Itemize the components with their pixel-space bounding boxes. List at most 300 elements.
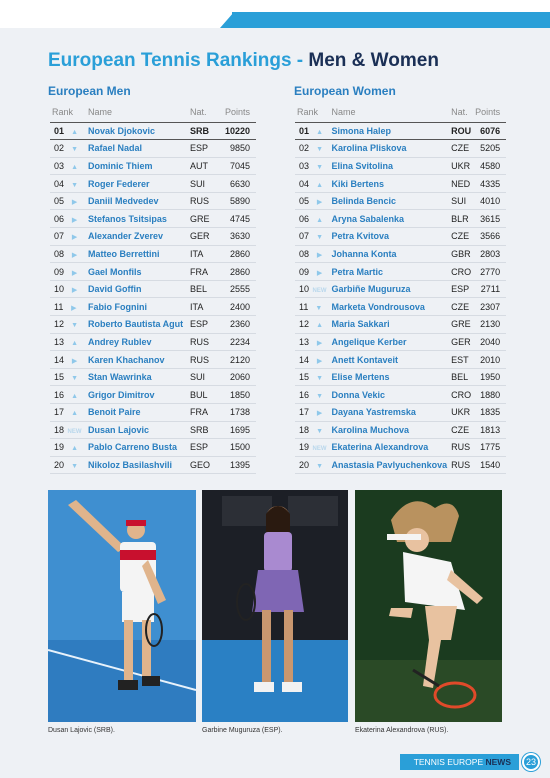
move-same-icon: ▶ xyxy=(71,304,77,312)
rank-value: 11 xyxy=(299,301,309,312)
nationality: GRE xyxy=(188,210,218,228)
nationality: ESP xyxy=(188,316,218,334)
rank-value: 09 xyxy=(299,266,310,277)
rank-cell xyxy=(50,298,86,316)
rank-value: 06 xyxy=(54,213,65,224)
women-table-row xyxy=(295,263,506,281)
nationality: EST xyxy=(449,351,473,369)
player-name: Kiki Bertens xyxy=(330,175,450,193)
move-up-icon: ▲ xyxy=(71,445,78,453)
men-heading: European Men xyxy=(48,84,131,98)
rank-cell xyxy=(295,122,330,140)
player-name: Dayana Yastremska xyxy=(330,404,450,422)
move-up-icon: ▲ xyxy=(71,339,78,347)
rank-value: 08 xyxy=(299,248,310,259)
rank-cell xyxy=(295,228,330,246)
women-table-row xyxy=(295,298,506,316)
women-table-row xyxy=(295,228,506,246)
rank-value: 08 xyxy=(54,248,65,259)
rank-value: 09 xyxy=(54,266,65,277)
player-name: Anett Kontaveit xyxy=(330,351,450,369)
nationality: SUI xyxy=(188,175,218,193)
points-value: 2234 xyxy=(218,333,256,351)
women-table-row xyxy=(295,351,506,369)
rank-value: 14 xyxy=(299,354,310,365)
rank-value: 04 xyxy=(299,178,310,189)
player-name: Anastasia Pavlyuchenkova xyxy=(330,456,450,474)
player-name: Belinda Bencic xyxy=(330,192,450,210)
nationality: ESP xyxy=(449,280,473,298)
move-same-icon: ▶ xyxy=(316,357,323,365)
nationality: FRA xyxy=(188,404,218,422)
nationality: RUS xyxy=(188,333,218,351)
move-up-icon: ▲ xyxy=(316,216,323,224)
points-value: 2060 xyxy=(218,368,256,386)
rank-value: 19 xyxy=(299,442,310,453)
move-down-icon: ▼ xyxy=(71,463,78,471)
nationality: RUS xyxy=(449,456,473,474)
rank-value: 07 xyxy=(54,231,65,242)
move-same-icon: ▶ xyxy=(316,410,323,418)
player-name: Alexander Zverev xyxy=(86,228,188,246)
move-down-icon: ▼ xyxy=(316,427,323,435)
rank-cell xyxy=(295,245,330,263)
women-table-row xyxy=(295,386,506,404)
rank-header: Rank xyxy=(295,102,330,122)
nationality: BEL xyxy=(188,280,218,298)
nationality: ESP xyxy=(188,140,218,158)
points-value: 2360 xyxy=(218,316,256,334)
rank-cell xyxy=(295,386,330,404)
move-up-icon: ▲ xyxy=(316,322,323,330)
points-value: 2803 xyxy=(473,245,506,263)
player-name: Pablo Carreno Busta xyxy=(86,439,188,457)
rank-value: 10 xyxy=(54,284,65,295)
nationality: FRA xyxy=(188,263,218,281)
nationality: AUT xyxy=(188,157,218,175)
player-name: Stefanos Tsitsipas xyxy=(86,210,188,228)
nationality: SRB xyxy=(188,122,218,140)
player-name: Elise Mertens xyxy=(330,368,450,386)
men-table-row xyxy=(50,122,256,140)
points-value: 1395 xyxy=(218,456,256,474)
rank-value: 17 xyxy=(54,407,65,418)
move-same-icon: ▶ xyxy=(316,269,323,277)
move-up-icon: ▲ xyxy=(71,163,78,171)
rank-cell xyxy=(295,263,330,281)
rank-cell xyxy=(295,456,330,474)
men-table-row xyxy=(50,456,256,474)
points-value: 2400 xyxy=(218,298,256,316)
player-name: Petra Martic xyxy=(330,263,450,281)
move-same-icon: ▶ xyxy=(71,234,78,242)
rank-value: 06 xyxy=(299,213,310,224)
nationality: SRB xyxy=(188,421,218,439)
rank-header: Rank xyxy=(50,102,86,122)
men-table-row xyxy=(50,175,256,193)
rank-cell xyxy=(50,263,86,281)
rank-cell xyxy=(295,333,330,351)
rank-cell xyxy=(50,456,86,474)
men-table-row xyxy=(50,316,256,334)
rank-cell xyxy=(50,421,86,439)
player-name: Elina Svitolina xyxy=(330,157,450,175)
footer-brand: TENNIS EUROPE NEWS xyxy=(400,754,519,770)
points-value: 1850 xyxy=(218,386,256,404)
rank-cell xyxy=(295,316,330,334)
move-down-icon: ▼ xyxy=(71,181,78,189)
move-same-icon: ▶ xyxy=(71,216,78,224)
player-name: Andrey Rublev xyxy=(86,333,188,351)
men-table-row xyxy=(50,386,256,404)
page-title: European Tennis Rankings - Men & Women xyxy=(48,50,439,71)
rank-value: 14 xyxy=(54,354,65,365)
men-table-row xyxy=(50,192,256,210)
points-value: 1813 xyxy=(473,421,506,439)
player-name: Aryna Sabalenka xyxy=(330,210,450,228)
women-table-row xyxy=(295,175,506,193)
points-value: 1695 xyxy=(218,421,256,439)
rank-value: 18 xyxy=(299,424,310,435)
move-same-icon: ▶ xyxy=(71,269,78,277)
points-value: 2010 xyxy=(473,351,506,369)
rank-value: 11 xyxy=(54,301,64,312)
points-value: 1540 xyxy=(473,456,506,474)
rank-value: 01 xyxy=(299,125,310,136)
player-name: Daniil Medvedev xyxy=(86,192,188,210)
nationality: UKR xyxy=(449,404,473,422)
photo-garbine-muguruza xyxy=(202,490,348,722)
points-value: 4335 xyxy=(473,175,506,193)
points-value: 4580 xyxy=(473,157,506,175)
rank-cell xyxy=(50,210,86,228)
rank-cell xyxy=(50,386,86,404)
player-name: Gael Monfils xyxy=(86,263,188,281)
player-name: Dominic Thiem xyxy=(86,157,188,175)
player-name: Angelique Kerber xyxy=(330,333,450,351)
rank-cell xyxy=(50,122,86,140)
women-table-row xyxy=(295,439,506,457)
rank-value: 16 xyxy=(54,389,65,400)
points-value: 2555 xyxy=(218,280,256,298)
move-down-icon: ▼ xyxy=(71,146,78,154)
rank-cell xyxy=(50,175,86,193)
rank-value: 05 xyxy=(54,196,65,207)
nationality: CZE xyxy=(449,298,473,316)
player-name: Donna Vekic xyxy=(330,386,450,404)
rank-value: 20 xyxy=(299,460,310,471)
nationality: BUL xyxy=(188,386,218,404)
nationality: ROU xyxy=(449,122,473,140)
rank-value: 12 xyxy=(54,319,65,330)
nationality: BEL xyxy=(449,368,473,386)
photo-ekaterina-alexandrova xyxy=(355,490,502,722)
player-name: Marketa Vondrousova xyxy=(330,298,450,316)
rank-value: 18 xyxy=(54,424,65,435)
nationality: NED xyxy=(449,175,473,193)
nationality: RUS xyxy=(449,439,473,457)
nationality: CZE xyxy=(449,140,473,158)
points-value: 2711 xyxy=(473,280,506,298)
nationality: GER xyxy=(449,333,473,351)
women-table-row xyxy=(295,280,506,298)
move-down-icon: ▼ xyxy=(316,375,323,383)
player-name: Dusan Lajovic xyxy=(86,421,188,439)
rank-cell xyxy=(295,368,330,386)
men-table-row xyxy=(50,228,256,246)
move-down-icon: ▼ xyxy=(316,392,323,400)
men-table-row xyxy=(50,245,256,263)
rank-value: 01 xyxy=(54,125,65,136)
points-header: Points xyxy=(473,102,506,122)
women-table-row xyxy=(295,456,506,474)
points-value: 3615 xyxy=(473,210,506,228)
rank-value: 07 xyxy=(299,231,310,242)
points-value: 1738 xyxy=(218,404,256,422)
points-value: 2307 xyxy=(473,298,506,316)
points-value: 1880 xyxy=(473,386,506,404)
move-up-icon: ▲ xyxy=(316,181,323,189)
move-down-icon: ▼ xyxy=(316,234,323,242)
player-name: Stan Wawrinka xyxy=(86,368,188,386)
move-same-icon: ▶ xyxy=(316,251,323,259)
move-up-icon: ▲ xyxy=(71,410,78,418)
rank-cell xyxy=(50,280,86,298)
player-name: Ekaterina Alexandrova xyxy=(330,439,450,457)
men-table-row xyxy=(50,351,256,369)
men-table-row xyxy=(50,404,256,422)
men-table-row xyxy=(50,140,256,158)
caption-muguruza: Garbine Muguruza (ESP). xyxy=(202,727,283,734)
caption-alexandrova: Ekaterina Alexandrova (RUS). xyxy=(355,727,449,734)
new-entry-badge: NEW xyxy=(312,288,327,295)
points-value: 5205 xyxy=(473,140,506,158)
rank-value: 13 xyxy=(54,336,65,347)
rank-cell xyxy=(50,140,86,158)
move-down-icon: ▼ xyxy=(71,322,78,330)
rank-cell xyxy=(50,245,86,263)
player-name: Petra Kvitova xyxy=(330,228,450,246)
player-name: Simona Halep xyxy=(330,122,450,140)
rank-cell xyxy=(295,192,330,210)
player-name: Johanna Konta xyxy=(330,245,450,263)
nationality: GBR xyxy=(449,245,473,263)
move-up-icon: ▲ xyxy=(316,128,323,136)
rank-value: 02 xyxy=(54,143,65,154)
points-value: 1950 xyxy=(473,368,506,386)
move-up-icon: ▲ xyxy=(71,392,78,400)
move-same-icon: ▶ xyxy=(316,339,323,347)
women-table-row xyxy=(295,404,506,422)
rank-value: 15 xyxy=(54,372,65,383)
name-header: Name xyxy=(86,102,188,122)
rank-value: 10 xyxy=(299,284,310,295)
nationality: SUI xyxy=(188,368,218,386)
rank-value: 05 xyxy=(299,196,310,207)
women-table-row xyxy=(295,245,506,263)
rank-cell xyxy=(295,439,330,457)
men-table-row xyxy=(50,210,256,228)
rank-cell xyxy=(50,157,86,175)
nationality: CZE xyxy=(449,228,473,246)
points-value: 1500 xyxy=(218,439,256,457)
nationality: GEO xyxy=(188,456,218,474)
rank-cell xyxy=(295,140,330,158)
move-down-icon: ▼ xyxy=(316,146,323,154)
women-table-row xyxy=(295,122,506,140)
player-name: Roger Federer xyxy=(86,175,188,193)
rank-value: 19 xyxy=(54,442,65,453)
player-name: Rafael Nadal xyxy=(86,140,188,158)
move-down-icon: ▼ xyxy=(316,163,323,171)
rank-cell xyxy=(50,228,86,246)
men-table-row xyxy=(50,333,256,351)
women-table-row xyxy=(295,421,506,439)
move-down-icon: ▼ xyxy=(315,304,323,312)
nationality: ESP xyxy=(188,439,218,457)
points-value: 3630 xyxy=(218,228,256,246)
rank-cell xyxy=(50,192,86,210)
rank-cell xyxy=(50,316,86,334)
nationality: ITA xyxy=(188,245,218,263)
player-name: Matteo Berrettini xyxy=(86,245,188,263)
rank-cell xyxy=(295,404,330,422)
women-table-header xyxy=(295,102,506,122)
points-value: 2040 xyxy=(473,333,506,351)
women-rankings-table xyxy=(295,102,506,474)
rank-value: 20 xyxy=(54,460,65,471)
new-entry-badge: NEW xyxy=(67,428,82,435)
women-table-row xyxy=(295,210,506,228)
nationality: CZE xyxy=(449,421,473,439)
player-name: Roberto Bautista Agut xyxy=(86,316,188,334)
rank-cell xyxy=(295,351,330,369)
rank-cell xyxy=(50,351,86,369)
nationality: RUS xyxy=(188,351,218,369)
move-same-icon: ▶ xyxy=(71,251,78,259)
rank-value: 03 xyxy=(54,160,65,171)
points-value: 4745 xyxy=(218,210,256,228)
nationality: BLR xyxy=(449,210,473,228)
header-band xyxy=(0,0,550,28)
men-table-row xyxy=(50,368,256,386)
women-table-row xyxy=(295,192,506,210)
points-value: 9850 xyxy=(218,140,256,158)
page-number: 23 xyxy=(522,753,540,771)
points-value: 4010 xyxy=(473,192,506,210)
rank-cell xyxy=(50,368,86,386)
rank-value: 16 xyxy=(299,389,310,400)
men-rankings-table xyxy=(50,102,256,474)
men-table-row xyxy=(50,439,256,457)
player-name: Karolina Pliskova xyxy=(330,140,450,158)
men-table-row xyxy=(50,280,256,298)
women-table-row xyxy=(295,140,506,158)
rank-cell xyxy=(50,439,86,457)
player-name: Benoit Paire xyxy=(86,404,188,422)
nationality: CRO xyxy=(449,386,473,404)
rank-cell xyxy=(295,175,330,193)
rank-cell xyxy=(295,157,330,175)
points-value: 6630 xyxy=(218,175,256,193)
rank-cell xyxy=(295,298,330,316)
player-name: Maria Sakkari xyxy=(330,316,450,334)
nationality: ITA xyxy=(188,298,218,316)
women-table-row xyxy=(295,157,506,175)
rank-value: 02 xyxy=(299,143,310,154)
player-name: David Goffin xyxy=(86,280,188,298)
move-same-icon: ▶ xyxy=(71,199,78,207)
women-heading: European Women xyxy=(294,84,396,98)
men-table-row xyxy=(50,421,256,439)
move-same-icon: ▶ xyxy=(71,287,78,295)
footer xyxy=(400,753,540,771)
men-table-row xyxy=(50,157,256,175)
rank-cell xyxy=(50,404,86,422)
women-table-row xyxy=(295,316,506,334)
move-down-icon: ▼ xyxy=(71,375,78,383)
player-name: Novak Djokovic xyxy=(86,122,188,140)
move-down-icon: ▼ xyxy=(316,463,323,471)
nationality: RUS xyxy=(188,192,218,210)
men-table-header xyxy=(50,102,256,122)
player-name: Karolina Muchova xyxy=(330,421,450,439)
points-value: 2130 xyxy=(473,316,506,334)
men-table-row xyxy=(50,263,256,281)
player-name: Garbiñe Muguruza xyxy=(330,280,450,298)
points-value: 2120 xyxy=(218,351,256,369)
page-title-accent: Men & Women xyxy=(308,50,439,71)
rank-cell xyxy=(50,333,86,351)
women-table-row xyxy=(295,333,506,351)
rank-cell xyxy=(295,421,330,439)
rank-value: 13 xyxy=(299,336,310,347)
points-value: 7045 xyxy=(218,157,256,175)
nationality: GRE xyxy=(449,316,473,334)
player-name: Karen Khachanov xyxy=(86,351,188,369)
nationality: SUI xyxy=(449,192,473,210)
points-value: 2860 xyxy=(218,263,256,281)
player-name: Fabio Fognini xyxy=(86,298,188,316)
points-value: 1835 xyxy=(473,404,506,422)
rank-value: 12 xyxy=(299,319,310,330)
men-table-row xyxy=(50,298,256,316)
rank-cell xyxy=(295,210,330,228)
player-name: Grigor Dimitrov xyxy=(86,386,188,404)
points-header: Points xyxy=(218,102,256,122)
points-value: 10220 xyxy=(218,122,256,140)
caption-lajovic: Dusan Lajovic (SRB). xyxy=(48,727,115,734)
player-name: Nikoloz Basilashvili xyxy=(86,456,188,474)
rank-cell xyxy=(295,280,330,298)
rank-value: 04 xyxy=(54,178,65,189)
nationality: CRO xyxy=(449,263,473,281)
move-same-icon: ▶ xyxy=(316,199,323,207)
points-value: 2860 xyxy=(218,245,256,263)
rank-value: 03 xyxy=(299,160,310,171)
name-header: Name xyxy=(330,102,450,122)
move-same-icon: ▶ xyxy=(71,357,78,365)
points-value: 3566 xyxy=(473,228,506,246)
nat-header: Nat. xyxy=(449,102,473,122)
points-value: 1775 xyxy=(473,439,506,457)
women-table-row xyxy=(295,368,506,386)
points-value: 5890 xyxy=(218,192,256,210)
rank-value: 15 xyxy=(299,372,310,383)
rank-value: 17 xyxy=(299,407,310,418)
points-value: 6076 xyxy=(473,122,506,140)
move-up-icon: ▲ xyxy=(71,128,78,136)
